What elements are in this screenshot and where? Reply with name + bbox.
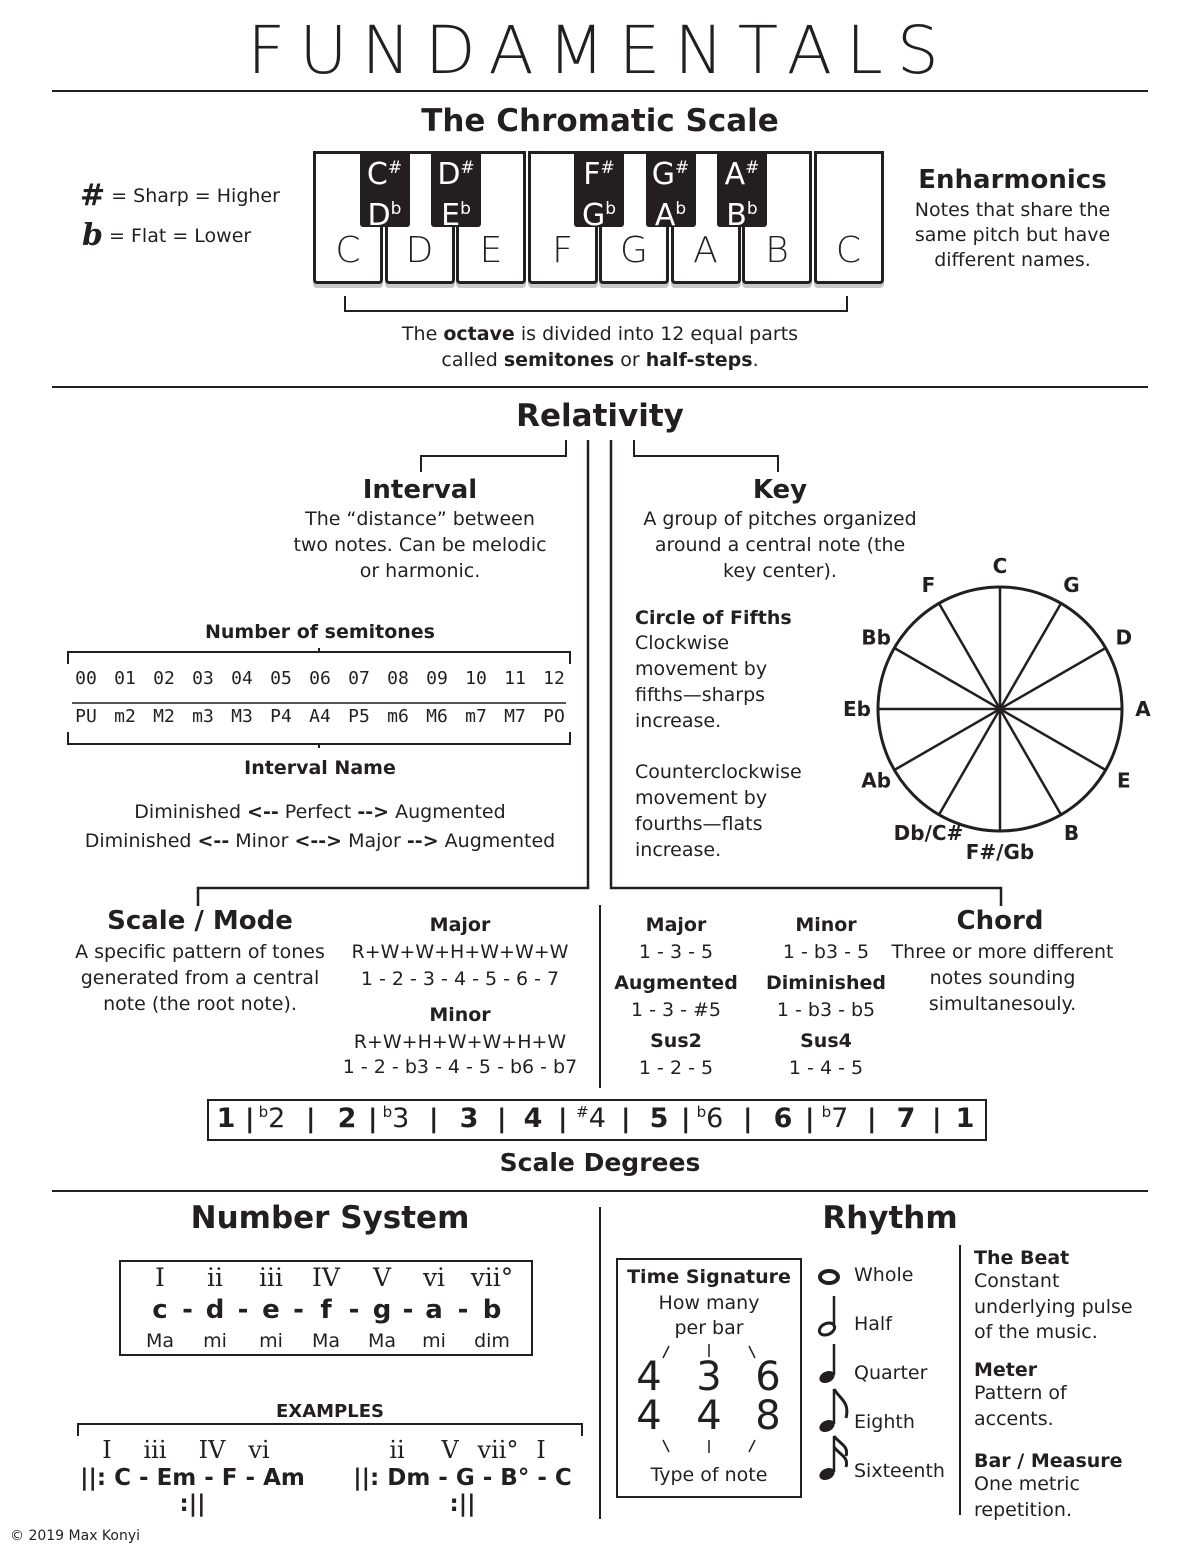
chromatic-heading: The Chromatic Scale bbox=[421, 103, 779, 139]
circle-key-label: F#/Gb bbox=[965, 840, 1035, 864]
degree-accidental: # bbox=[576, 1103, 589, 1121]
semitone-number: 06 bbox=[309, 668, 331, 689]
chord-name: Sus4 bbox=[800, 1030, 852, 1052]
roman-numeral: ii bbox=[207, 1263, 223, 1292]
example-numeral: vii° bbox=[477, 1436, 519, 1464]
circle-key-label: G bbox=[1063, 573, 1080, 598]
chord-formula: 1 - 3 - 5 bbox=[638, 941, 714, 963]
example-numeral: I bbox=[536, 1436, 546, 1464]
degree-accidental: b bbox=[821, 1103, 832, 1121]
enharmonics-text: Notes that share the same pitch but have different names. bbox=[914, 199, 1111, 271]
circle-key-label: F bbox=[921, 573, 936, 598]
note-name: Whole bbox=[854, 1264, 914, 1286]
black-key-sharp-name: C# bbox=[366, 157, 403, 192]
semitone-number: 08 bbox=[387, 668, 409, 689]
divider-vertical bbox=[959, 1245, 961, 1515]
note-dash: - bbox=[457, 1295, 469, 1325]
scale-note: c bbox=[152, 1295, 168, 1325]
rhythm-heading: Rhythm bbox=[822, 1200, 958, 1236]
white-key-label: F bbox=[552, 230, 573, 271]
scale-degree: 4 bbox=[523, 1103, 543, 1134]
roman-numeral: I bbox=[155, 1263, 165, 1292]
accidental: # bbox=[675, 158, 690, 178]
accidental: # bbox=[600, 158, 615, 178]
divider-vertical bbox=[599, 1207, 601, 1519]
scale-note: d bbox=[205, 1295, 225, 1325]
scale-degree: 6 bbox=[773, 1103, 793, 1134]
degree-separator: | bbox=[558, 1104, 568, 1134]
black-key-sharp-name: F# bbox=[583, 157, 615, 192]
note-name: Half bbox=[854, 1313, 892, 1335]
interval-name: M7 bbox=[504, 706, 526, 727]
interval-name: m7 bbox=[465, 706, 487, 727]
scale-minor-steps: R+W+H+W+W+H+W bbox=[353, 1031, 567, 1053]
interval-name: M3 bbox=[231, 706, 253, 727]
degree-separator: | bbox=[621, 1104, 631, 1134]
scale-note: a bbox=[425, 1295, 443, 1325]
key-title: Key bbox=[752, 475, 808, 505]
semitone-number: 00 bbox=[75, 668, 97, 689]
scale-note: b bbox=[482, 1295, 502, 1325]
time-signature-top-number: 3 bbox=[696, 1354, 722, 1400]
degree-separator: | bbox=[245, 1104, 255, 1134]
note-dash: - bbox=[237, 1295, 249, 1325]
degree-separator: | bbox=[368, 1104, 378, 1134]
time-signature-top-number: 4 bbox=[636, 1354, 662, 1400]
white-key-label: C bbox=[335, 230, 361, 271]
accidental: b bbox=[390, 199, 402, 219]
eighth-note-icon bbox=[817, 1389, 846, 1434]
circle-of-fifths-title: Circle of Fifths bbox=[635, 607, 792, 629]
scale-degree: 1 bbox=[216, 1103, 236, 1134]
bar-measure-title: Bar / Measure bbox=[974, 1450, 1123, 1472]
scale-degree: 3 bbox=[459, 1103, 479, 1134]
black-key-sharp-name: D# bbox=[437, 157, 475, 192]
chord-name: Minor bbox=[795, 914, 857, 936]
scale-degree: $^b$3 bbox=[382, 1103, 410, 1134]
white-key-label: E bbox=[479, 230, 503, 271]
circle-key-label: Db/C# bbox=[893, 820, 964, 845]
chord-formula: 1 - 2 - 5 bbox=[638, 1057, 714, 1079]
interval-name: P5 bbox=[348, 706, 370, 727]
page-title: FUNDAMENTALS bbox=[247, 12, 953, 89]
circle-key-label: A bbox=[1135, 697, 1151, 721]
accidental: b bbox=[605, 199, 617, 219]
note-name: Quarter bbox=[854, 1362, 928, 1384]
whole-note-icon bbox=[820, 1271, 838, 1283]
interval-table-frame bbox=[60, 648, 580, 748]
interval-name: PU bbox=[75, 706, 97, 727]
copyright: © 2019 Max Konyi bbox=[10, 1528, 141, 1544]
time-signature-bottom-number: 8 bbox=[755, 1393, 781, 1439]
scale-degree: $^b$7 bbox=[821, 1103, 849, 1134]
scale-degree: 1 bbox=[955, 1103, 975, 1134]
divider bbox=[52, 1190, 1148, 1192]
scale-degree: 2 bbox=[337, 1103, 357, 1134]
sixteenth-note-icon bbox=[817, 1436, 846, 1482]
meter-title: Meter bbox=[974, 1359, 1038, 1381]
note-name: Sixteenth bbox=[854, 1460, 945, 1482]
white-key-label: A bbox=[693, 230, 718, 271]
chord-quality: mi bbox=[422, 1330, 446, 1352]
chord-title: Chord bbox=[956, 906, 1044, 936]
roman-numeral: V bbox=[372, 1263, 392, 1292]
roman-numeral: iii bbox=[259, 1263, 283, 1292]
example-numeral: V bbox=[441, 1436, 459, 1464]
note-name: Eighth bbox=[854, 1411, 915, 1433]
example-2-chords: ||: Dm - G - B° - C :|| bbox=[353, 1465, 572, 1517]
note-dash: - bbox=[293, 1295, 304, 1325]
chord-formula: 1 - 3 - #5 bbox=[630, 999, 722, 1021]
interval-name: M6 bbox=[426, 706, 448, 727]
semitone-number: 02 bbox=[153, 668, 175, 689]
degree-separator: | bbox=[805, 1104, 815, 1134]
example-numeral: ii bbox=[389, 1436, 405, 1464]
accidental: b bbox=[746, 199, 758, 219]
interval-title: Interval bbox=[362, 475, 478, 505]
enharmonics-title: Enharmonics bbox=[918, 165, 1107, 195]
degree-separator: | bbox=[497, 1104, 507, 1134]
scale-major-label: Major bbox=[429, 914, 491, 936]
degree-separator: | bbox=[932, 1104, 942, 1134]
sharp-icon: # bbox=[80, 178, 106, 213]
black-key-sharp-name: G# bbox=[651, 157, 690, 192]
counterclockwise-text: Counterclockwise movement by fourths—flats increase. bbox=[635, 761, 802, 861]
roman-numeral: vii° bbox=[470, 1263, 514, 1292]
degree-accidental: b bbox=[258, 1103, 269, 1121]
note-dash: - bbox=[182, 1295, 193, 1325]
semitones-label: Number of semitones bbox=[205, 621, 435, 643]
scale-note: f bbox=[320, 1295, 332, 1325]
quality-line-perfect: Diminished <-- Perfect --> Augmented bbox=[134, 801, 506, 823]
scale-degree: #4 bbox=[576, 1103, 606, 1134]
clockwise-text: Clockwise movement by fifths—sharps increase. bbox=[635, 632, 768, 732]
circle-key-label: Eb bbox=[843, 697, 871, 721]
degree-separator: | bbox=[306, 1104, 316, 1134]
interval-text: The “distance” between two notes. Can be melodic or harmonic. bbox=[293, 508, 547, 582]
circle-key-label: C bbox=[992, 554, 1008, 578]
chord-name: Major bbox=[645, 914, 707, 936]
chord-quality: Ma bbox=[145, 1330, 175, 1352]
scale-degree: 7 bbox=[896, 1103, 916, 1134]
semitone-number: 04 bbox=[231, 668, 253, 689]
scale-degree: $^b$2 bbox=[258, 1103, 286, 1134]
interval-name: m2 bbox=[114, 706, 136, 727]
time-signature-bottom-number: 4 bbox=[696, 1393, 722, 1439]
chord-formula: 1 - b3 - 5 bbox=[782, 941, 870, 963]
accidental: b bbox=[460, 199, 471, 219]
accidental: # bbox=[460, 158, 475, 178]
semitone-number: 10 bbox=[465, 668, 487, 689]
semitone-number: 03 bbox=[192, 668, 214, 689]
key-text: A group of pitches organized around a central note (the key center). bbox=[643, 508, 917, 582]
scale-minor-degrees: 1 - 2 - b3 - 4 - 5 - b6 - b7 bbox=[342, 1056, 578, 1078]
chord-quality: mi bbox=[203, 1330, 227, 1352]
time-signature-bottom-text: Type of note bbox=[650, 1464, 768, 1486]
example-numeral: vi bbox=[248, 1436, 270, 1464]
chord-text: Three or more different notes sounding simultanesouly. bbox=[891, 941, 1114, 1015]
note-dash: - bbox=[348, 1295, 360, 1325]
scale-major-steps: R+W+W+H+W+W+W bbox=[351, 941, 569, 963]
interval-name: PO bbox=[543, 706, 565, 727]
semitone-number: 11 bbox=[504, 668, 526, 689]
note-dash: - bbox=[402, 1295, 414, 1325]
circle-key-label: Bb bbox=[861, 625, 891, 650]
degree-accidental: b bbox=[382, 1103, 393, 1121]
black-key-flat-name: $G^b$ bbox=[581, 198, 617, 233]
black-key-flat-name: $D^b$ bbox=[367, 198, 402, 233]
white-key-label: B bbox=[765, 230, 789, 271]
flat-legend: b = Flat = Lower bbox=[82, 218, 252, 253]
example-numeral: iii bbox=[143, 1436, 167, 1464]
semitone-number: 07 bbox=[348, 668, 370, 689]
white-key-label: D bbox=[405, 230, 434, 271]
chord-name: Diminished bbox=[766, 972, 886, 994]
semitone-number: 09 bbox=[426, 668, 448, 689]
scale-minor-label: Minor bbox=[429, 1004, 491, 1026]
chord-quality: mi bbox=[259, 1330, 283, 1352]
example-1-chords: ||: C - Em - F - Am :|| bbox=[80, 1465, 305, 1517]
interval-name: m3 bbox=[192, 706, 214, 727]
circle-of-fifths bbox=[840, 550, 1160, 870]
circle-key-label: Ab bbox=[861, 768, 892, 793]
degree-separator: | bbox=[429, 1104, 439, 1134]
scale-mode-title: Scale / Mode bbox=[107, 906, 293, 936]
chord-quality: Ma bbox=[311, 1330, 341, 1352]
chord-name: Sus2 bbox=[650, 1030, 702, 1052]
roman-numeral: vi bbox=[422, 1263, 446, 1292]
beat-text: Constant underlying pulse of the music. bbox=[974, 1270, 1133, 1343]
meter-text: Pattern of accents. bbox=[974, 1382, 1067, 1430]
circle-key-label: E bbox=[1117, 768, 1131, 793]
black-key-flat-name: $E^b$ bbox=[441, 198, 471, 233]
scale-degrees-label: Scale Degrees bbox=[499, 1148, 701, 1177]
relativity-heading: Relativity bbox=[516, 398, 684, 434]
octave-note: The octave is divided into 12 equal parts called semitones or half-steps. bbox=[401, 323, 799, 371]
scale-note: e bbox=[262, 1295, 280, 1325]
chord-formula: 1 - b3 - b5 bbox=[776, 999, 876, 1021]
semitone-number: 12 bbox=[543, 668, 565, 689]
quarter-note-icon bbox=[817, 1344, 836, 1385]
chord-name: Augmented bbox=[614, 972, 738, 994]
interval-name: M2 bbox=[153, 706, 175, 727]
accidental: # bbox=[387, 158, 403, 178]
chord-quality: Ma bbox=[367, 1330, 397, 1352]
sharp-legend: # = Sharp = Higher bbox=[80, 178, 280, 213]
examples-label: EXAMPLES bbox=[276, 1401, 384, 1422]
roman-numeral: IV bbox=[312, 1263, 340, 1292]
interval-name: P4 bbox=[270, 706, 292, 727]
white-key-label: G bbox=[620, 230, 648, 271]
time-signature-top-text: How many per bar bbox=[658, 1292, 760, 1339]
chord-formula: 1 - 4 - 5 bbox=[788, 1057, 864, 1079]
degree-accidental: b bbox=[696, 1103, 707, 1121]
bar-measure-text: One metric repetition. bbox=[974, 1473, 1080, 1521]
degree-separator: | bbox=[867, 1104, 877, 1134]
scale-degree: 5 bbox=[649, 1103, 669, 1134]
chord-quality: dim bbox=[474, 1330, 510, 1352]
interval-name: A4 bbox=[309, 706, 331, 727]
example-numeral: IV bbox=[198, 1436, 226, 1464]
degree-separator: | bbox=[743, 1104, 753, 1134]
beat-title: The Beat bbox=[974, 1247, 1070, 1269]
interval-name: m6 bbox=[387, 706, 409, 727]
black-key-flat-name: $B^b$ bbox=[726, 198, 758, 233]
circle-key-label: B bbox=[1063, 820, 1080, 845]
quality-line-major-minor: Diminished <-- Minor <--> Major --> Augmented bbox=[84, 830, 556, 852]
circle-key-label: D bbox=[1115, 625, 1133, 650]
scale-note: g bbox=[372, 1295, 392, 1325]
interval-name-label: Interval Name bbox=[244, 757, 396, 779]
scale-mode-text: A specific pattern of tones generated from a central note (the root note). bbox=[75, 941, 325, 1015]
flat-icon: b bbox=[82, 218, 103, 253]
degree-separator: | bbox=[681, 1104, 691, 1134]
time-signature-bottom-number: 4 bbox=[636, 1393, 662, 1439]
accidental: b bbox=[675, 199, 687, 219]
semitone-number: 05 bbox=[270, 668, 292, 689]
scale-major-degrees: 1 - 2 - 3 - 4 - 5 - 6 - 7 bbox=[360, 968, 560, 990]
time-signature-title: Time Signature bbox=[627, 1266, 791, 1288]
black-key-flat-name: $A^b$ bbox=[654, 198, 687, 233]
time-signature-top-number: 6 bbox=[755, 1354, 781, 1400]
white-key-label: C bbox=[835, 230, 862, 271]
semitone-number: 01 bbox=[114, 668, 136, 689]
black-key-sharp-name: A# bbox=[724, 157, 760, 192]
scale-degree: $^b$6 bbox=[696, 1103, 724, 1134]
example-numeral: I bbox=[102, 1436, 112, 1464]
number-system-heading: Number System bbox=[190, 1200, 470, 1236]
half-note-icon bbox=[817, 1296, 836, 1337]
accidental: # bbox=[745, 158, 760, 178]
